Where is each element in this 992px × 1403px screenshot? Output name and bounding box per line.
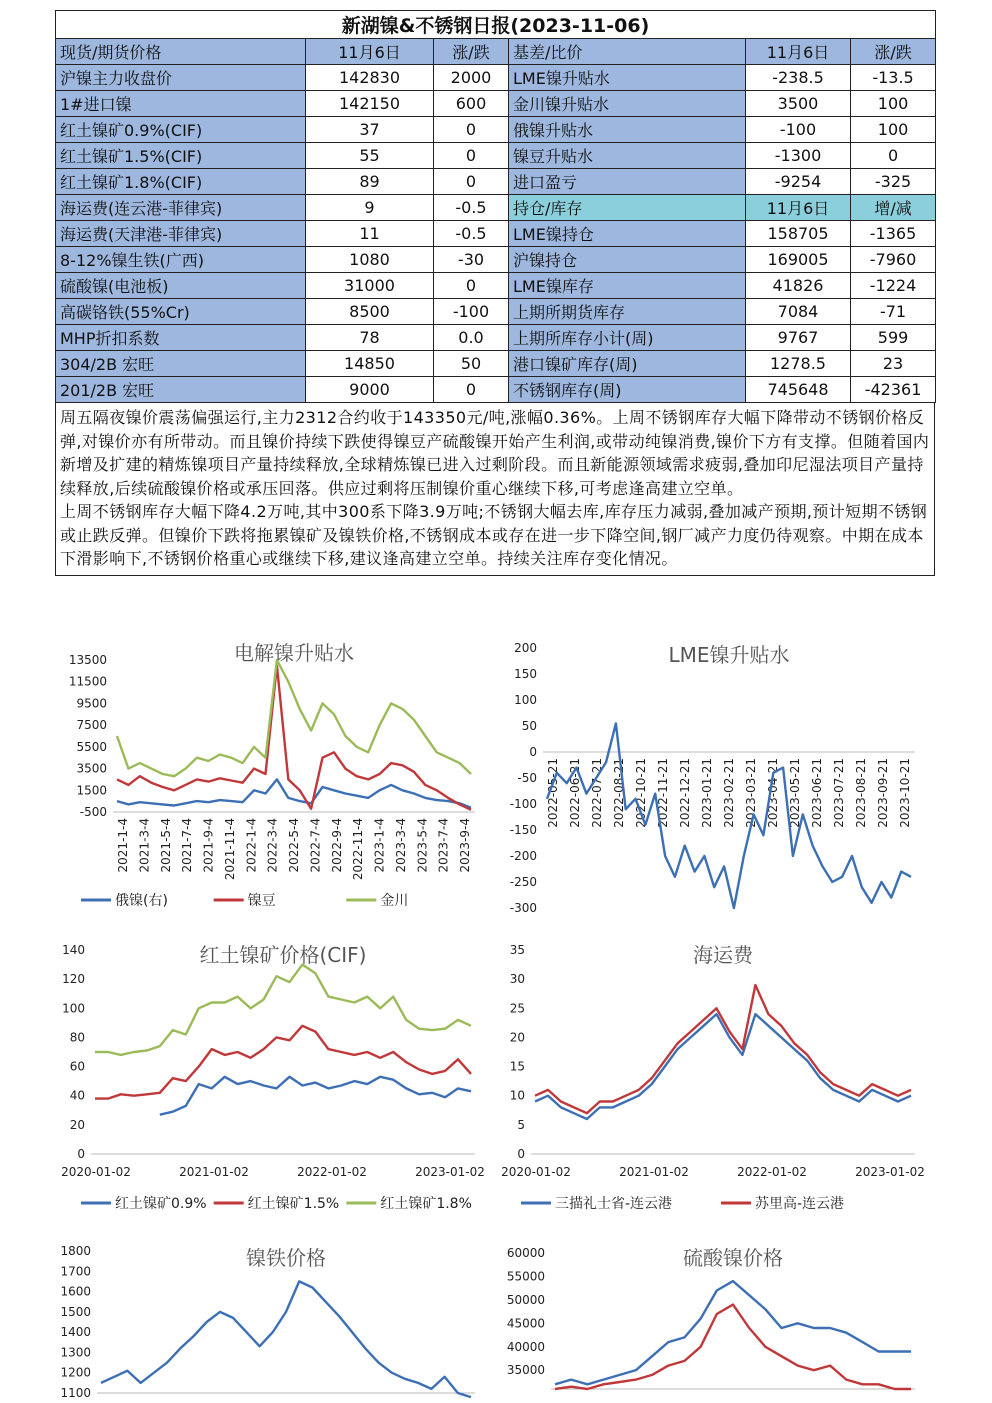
table-row [56,65,936,91]
basis-change: 23 [851,351,936,377]
y-tick-label: 80 [69,1030,85,1045]
x-tick-label: 2022-06-21 [568,758,582,828]
x-tick-label: 2022-01-02 [737,1165,807,1179]
series-line [101,1281,471,1397]
row-label: 8-12%镍生铁(广西) [56,247,306,273]
row-change: -0.5 [434,195,509,221]
y-tick-label: 50 [521,719,537,733]
header-cell: 11月6日 [306,39,434,65]
y-tick-label: 140 [62,943,85,957]
basis-label: 进口盈亏 [509,169,746,195]
row-value: 89 [306,169,434,195]
row-value: 142830 [306,65,434,91]
header-cell: 涨/跌 [851,39,936,65]
x-tick-label: 2021-7-4 [180,818,195,873]
y-tick-label: 60000 [506,1246,545,1260]
x-tick-label: 2021-5-4 [158,818,173,873]
chart-ocean-freight [495,932,935,1224]
x-tick-label: 2022-1-4 [244,818,259,873]
y-tick-label: 20 [69,1117,85,1132]
y-tick-label: 1400 [60,1325,91,1340]
x-tick-label: 2020-01-02 [61,1165,131,1179]
y-tick-label: -200 [509,849,537,863]
basis-label: 俄镍升贴水 [509,117,746,143]
series-line [117,660,471,776]
row-change: -100 [434,299,509,325]
legend-label: 红土镍矿1.5% [247,1196,340,1212]
row-label: 高碳铬铁(55%Cr) [56,299,306,325]
row-label: 海运费(天津港-菲律宾) [56,221,306,247]
x-tick-label: 2023-08-21 [854,758,868,828]
x-tick-label: 2022-05-21 [546,758,560,828]
y-tick-label: 45000 [506,1316,545,1331]
basis-label: 镍豆升贴水 [509,143,746,169]
series-line [535,1014,911,1119]
basis-value: 11月6日 [746,195,851,221]
basis-label: LME镍持仓 [509,221,746,247]
table-row [56,273,936,299]
chart-nickel-pig-iron-price [55,1235,493,1403]
basis-change: -71 [851,299,936,325]
basis-value: 41826 [746,273,851,299]
y-tick-label: 55000 [506,1269,545,1284]
y-tick-label: 30 [509,972,525,987]
y-tick-label: 1500 [76,783,107,798]
y-tick-label: 100 [62,1001,85,1016]
y-tick-label: -250 [509,875,537,889]
row-value: 78 [306,325,434,351]
chart-nickel-sulfate-price [495,1235,935,1403]
basis-value: -9254 [746,169,851,195]
x-tick-label: 2021-11-4 [222,818,237,881]
basis-value: 7084 [746,299,851,325]
row-value: 11 [306,221,434,247]
row-label: 硫酸镍(电池板) [56,273,306,299]
row-change: 0 [434,117,509,143]
row-change: 2000 [434,65,509,91]
commentary-nickel: 周五隔夜镍价震荡偏强运行,主力2312合约收于143350元/吨,涨幅0.36%。上周不锈钢库存大幅下降带动不锈钢价格反弹,对镍价亦有所带动。而且镍价持续下跌使得镍豆产硫酸镍开始产生利润,或带动纯镍消费,镍价下方有支撑。但随着国内新增及扩建的精炼镍项目产量持续释放,全球精炼镍已进入过剩阶段。而且新能源领域需求疲弱,叠加印尼湿法项目产量持续释放,后续硫酸镍价格或承压回落。供应过剩将压制镍价重心继续下移,可考虑逢高建立空单。 [60,408,930,498]
x-tick-label: 2023-04-21 [766,758,780,828]
y-tick-label: 7500 [76,718,107,733]
report-title: 新湖镍&不锈钢日报(2023-11-06) [56,11,936,39]
y-tick-label: 120 [62,972,85,987]
row-value: 9000 [306,377,434,403]
y-tick-label: 5500 [76,739,107,754]
header-cell: 基差/比价 [509,39,746,65]
y-tick-label: 1200 [60,1365,91,1380]
legend-label: 金川 [380,893,409,909]
basis-change: 0 [851,143,936,169]
basis-value: 9767 [746,325,851,351]
y-tick-label: 1800 [60,1244,91,1258]
y-tick-label: 0 [517,1147,525,1161]
row-change: 0 [434,143,509,169]
y-tick-label: 9500 [76,696,107,711]
row-change: 0 [434,377,509,403]
basis-label: 上期所期货库存 [509,299,746,325]
y-tick-label: 1600 [60,1284,91,1299]
y-tick-label: 40000 [506,1339,545,1354]
basis-value: -100 [746,117,851,143]
x-tick-label: 2023-9-4 [458,818,472,873]
table-row [56,351,936,377]
basis-label: 沪镍持仓 [509,247,746,273]
series-line [555,1305,911,1389]
chart-title: 硫酸镍价格 [683,1246,783,1270]
y-tick-label: 1100 [60,1386,91,1400]
basis-change: -1365 [851,221,936,247]
x-tick-label: 2020-01-02 [501,1165,571,1179]
legend-label: 苏里高-连云港 [755,1196,845,1212]
basis-label: 上期所库存小计(周) [509,325,746,351]
chart-title: 海运费 [693,943,753,967]
chart-svg [55,932,493,1224]
row-value: 55 [306,143,434,169]
legend-label: 镍豆 [247,893,276,909]
header-cell: 现货/期货价格 [56,39,306,65]
table-row [56,221,936,247]
basis-label: 港口镍矿库存(周) [509,351,746,377]
row-value: 1080 [306,247,434,273]
table-row [56,325,936,351]
y-tick-label: -50 [517,771,537,785]
price-table [55,10,936,403]
chart-lme-nickel-premium [495,630,935,922]
x-tick-label: 2022-9-4 [329,818,344,873]
series-line [160,1077,471,1115]
x-tick-label: 2023-10-21 [898,758,912,828]
x-tick-label: 2023-01-21 [700,758,714,828]
row-label: 1#进口镍 [56,91,306,117]
x-tick-label: 2021-01-02 [619,1165,689,1179]
chart-svg [495,630,935,922]
table-row [56,299,936,325]
chart-title: 镍铁价格 [246,1246,326,1270]
y-tick-label: -100 [509,797,537,811]
table-row [56,91,936,117]
table-row [56,195,936,221]
basis-value: 1278.5 [746,351,851,377]
legend-label: 俄镍(右) [115,893,168,909]
x-tick-label: 2023-01-02 [415,1165,485,1179]
chart-svg [55,1235,493,1403]
x-tick-label: 2022-7-4 [308,818,323,873]
row-label: MHP折扣系数 [56,325,306,351]
basis-label: LME镍库存 [509,273,746,299]
series-line [555,1281,911,1384]
header-cell: 涨/跌 [434,39,509,65]
y-tick-label: 25 [509,1001,525,1016]
row-change: 0.0 [434,325,509,351]
chart-electrolytic-nickel-premium [55,630,493,922]
table-row [56,117,936,143]
row-label: 201/2B 宏旺 [56,377,306,403]
row-change: -0.5 [434,221,509,247]
y-tick-label: 100 [514,693,537,707]
x-tick-label: 2023-02-21 [722,758,736,828]
x-tick-label: 2023-03-21 [744,758,758,828]
basis-change: -42361 [851,377,936,403]
table-row [56,169,936,195]
row-change: 0 [434,169,509,195]
basis-label: 不锈钢库存(周) [509,377,746,403]
row-value: 142150 [306,91,434,117]
legend-label: 红土镍矿1.8% [380,1196,472,1212]
basis-label: 金川镍升贴水 [509,91,746,117]
x-tick-label: 2023-3-4 [393,818,408,873]
row-value: 9 [306,195,434,221]
basis-change: -325 [851,169,936,195]
y-tick-label: 0 [529,745,537,759]
row-label: 海运费(连云港-菲律宾) [56,195,306,221]
table-row [56,247,936,273]
y-tick-label: 1500 [60,1304,91,1319]
y-tick-label: -150 [509,823,537,837]
basis-change: -13.5 [851,65,936,91]
commentary [55,403,935,576]
x-tick-label: 2023-1-4 [372,818,387,873]
chart-svg [495,1235,935,1403]
x-tick-label: 2022-08-21 [612,758,626,828]
series-line [95,965,471,1055]
y-tick-label: 20 [509,1030,525,1045]
x-tick-label: 2022-5-4 [287,818,301,873]
x-tick-label: 2022-11-4 [351,818,366,881]
row-label: 红土镍矿1.5%(CIF) [56,143,306,169]
chart-laterite-ore-price [55,932,493,1224]
x-tick-label: 2022-11-21 [656,758,670,828]
x-tick-label: 2022-01-02 [297,1165,367,1179]
chart-title: 红土镍矿价格(CIF) [199,943,367,967]
row-label: 304/2B 宏旺 [56,351,306,377]
y-tick-label: 0 [77,1147,85,1161]
table-row [56,143,936,169]
y-tick-label: 40 [69,1088,85,1103]
table-row [56,377,936,403]
row-value: 37 [306,117,434,143]
y-tick-label: 50000 [506,1292,545,1307]
table-header-row [56,39,936,65]
chart-svg [495,932,935,1224]
chart-svg [55,630,493,922]
row-value: 31000 [306,273,434,299]
basis-change: -1224 [851,273,936,299]
x-tick-label: 2023-06-21 [810,758,824,828]
daily-report [55,10,935,576]
y-tick-label: -500 [79,805,107,819]
y-tick-label: 10 [509,1088,525,1103]
basis-value: 158705 [746,221,851,247]
x-tick-label: 2022-3-4 [265,818,280,873]
x-tick-label: 2023-09-21 [876,758,890,828]
series-line [117,665,471,809]
y-tick-label: 35000 [506,1363,545,1378]
y-tick-label: 1300 [60,1345,91,1360]
row-change: -30 [434,247,509,273]
y-tick-label: 150 [514,667,537,681]
chart-title: 电解镍升贴水 [234,641,354,665]
basis-value: 745648 [746,377,851,403]
commentary-stainless: 上周不锈钢库存大幅下降4.2万吨,其中300系下降3.9万吨;不锈钢大幅去库,库存压力减弱,叠加减产预期,预计短期不锈钢或止跌反弹。但镍价下跌将拖累镍矿及镍铁价格,不锈钢成本或存在进一步下降空间,钢厂减产力度仍待观察。中期在成本下滑影响下,不锈钢价格重心或继续下移,建议逢高建立空单。持续关注库存变化情况。 [60,502,928,568]
x-tick-label: 2023-7-4 [436,818,451,873]
y-tick-label: 13500 [68,653,107,667]
x-tick-label: 2021-01-02 [179,1165,249,1179]
row-change: 50 [434,351,509,377]
x-tick-label: 2021-3-4 [137,818,152,873]
y-tick-label: 35 [509,943,525,957]
y-tick-label: -300 [509,901,537,915]
basis-value: 169005 [746,247,851,273]
x-tick-label: 2021-9-4 [201,818,216,873]
y-tick-label: 11500 [68,674,107,689]
header-cell: 11月6日 [746,39,851,65]
x-tick-label: 2022-10-21 [634,758,648,828]
basis-value: -238.5 [746,65,851,91]
x-tick-label: 2023-07-21 [832,758,846,828]
basis-value: 3500 [746,91,851,117]
basis-change: 599 [851,325,936,351]
basis-change: 增/减 [851,195,936,221]
x-tick-label: 2022-12-21 [678,758,692,828]
row-value: 14850 [306,351,434,377]
basis-change: 100 [851,117,936,143]
basis-value: -1300 [746,143,851,169]
basis-change: -7960 [851,247,936,273]
x-tick-label: 2023-05-21 [788,758,802,828]
y-tick-label: 15 [509,1059,525,1074]
series-line [535,985,911,1113]
y-tick-label: 3500 [76,761,107,776]
x-tick-label: 2023-5-4 [415,818,430,873]
row-value: 8500 [306,299,434,325]
basis-label: 持仓/库存 [509,195,746,221]
chart-title: LME镍升贴水 [668,643,790,667]
series-line [95,1026,471,1099]
legend-label: 红土镍矿0.9% [115,1196,207,1212]
row-label: 红土镍矿1.8%(CIF) [56,169,306,195]
x-tick-label: 2023-01-02 [855,1165,925,1179]
row-label: 沪镍主力收盘价 [56,65,306,91]
row-label: 红土镍矿0.9%(CIF) [56,117,306,143]
y-tick-label: 5 [517,1117,525,1132]
y-tick-label: 1700 [60,1264,91,1279]
x-tick-label: 2022-07-21 [590,758,604,828]
y-tick-label: 60 [69,1059,85,1074]
y-tick-label: 200 [514,641,537,655]
row-change: 0 [434,273,509,299]
x-tick-label: 2021-1-4 [116,818,130,873]
row-change: 600 [434,91,509,117]
basis-change: 100 [851,91,936,117]
legend-label: 三描礼士省-连云港 [555,1196,673,1212]
basis-label: LME镍升贴水 [509,65,746,91]
